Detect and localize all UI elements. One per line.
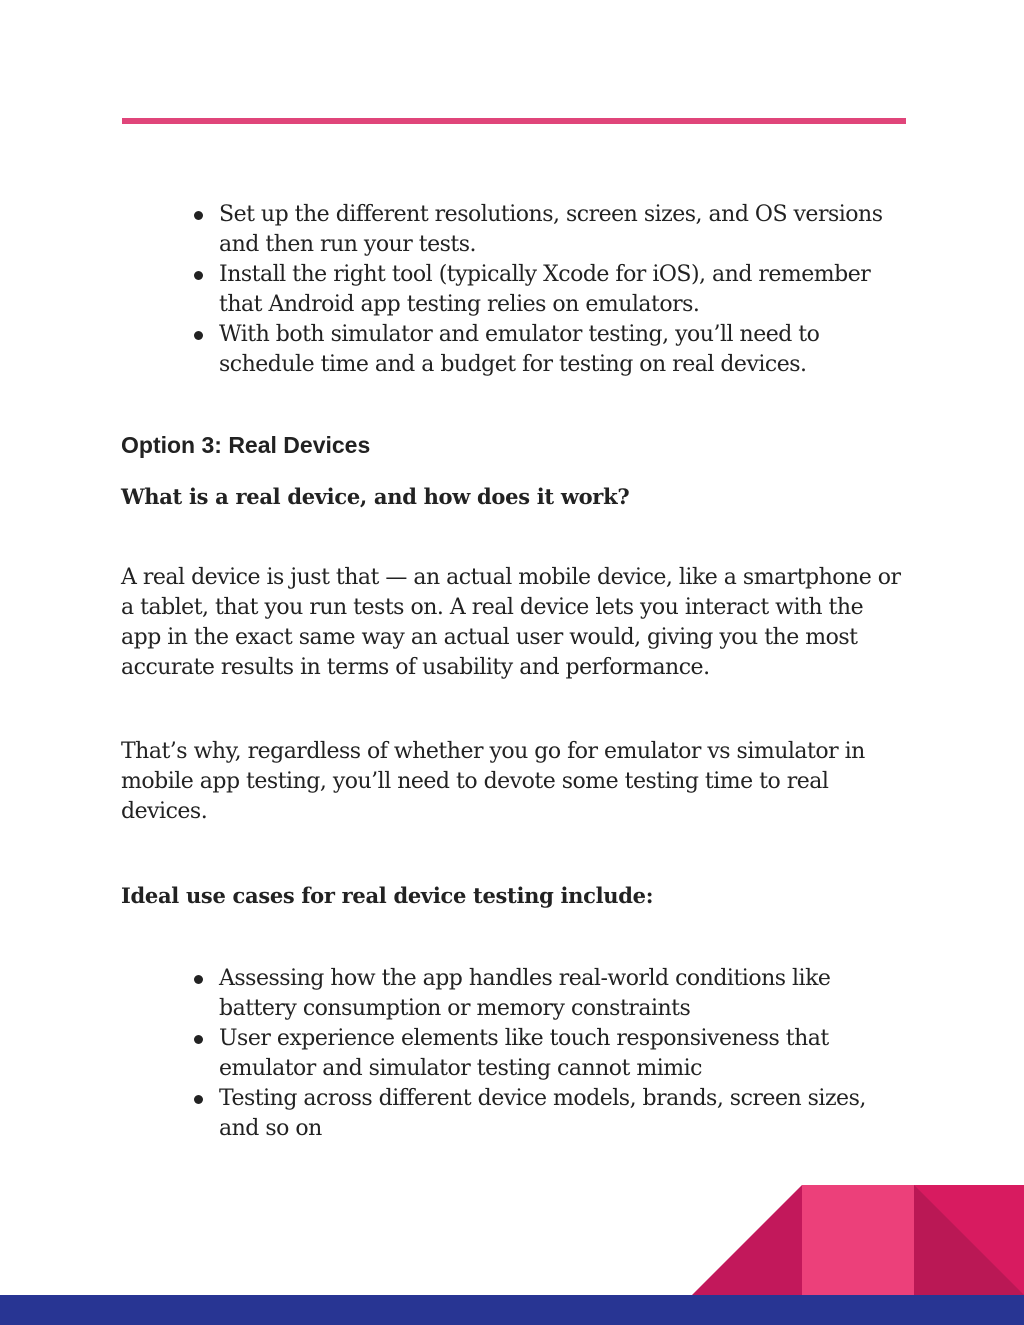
paragraph-why-real-devices: That’s why, regardless of whether you go for emulator vs simulator in mobile app testing, you’ll need to devote some testing time to real devices. xyxy=(121,739,865,824)
deco-square xyxy=(802,1185,914,1295)
list-item: Testing across different device models, brands, screen sizes, and so on xyxy=(219,1084,901,1144)
list-item: Set up the different resolutions, screen sizes, and OS versions and then run your tests. xyxy=(219,200,901,260)
list-item: With both simulator and emulator testing, you’ll need to schedule time and a budget for testing on real devices. xyxy=(219,320,901,380)
list-item: Assessing how the app handles real-world conditions like battery consumption or memory constraints xyxy=(219,964,901,1024)
list-item: Install the right tool (typically Xcode for iOS), and remember that Android app testing relies on emulators. xyxy=(219,260,901,320)
use-cases-heading: Ideal use cases for real device testing include: xyxy=(121,883,654,908)
question-heading: What is a real device, and how does it work? xyxy=(121,484,630,509)
option-heading: Option 3: Real Devices xyxy=(121,432,371,458)
footer-bar xyxy=(0,1295,1024,1325)
paragraph-real-device: A real device is just that — an actual mobile device, like a smartphone or a tablet, that you run tests on. A real device lets you interact with the app in the exact same way an actual user would, giving you the most accurate results in terms of usability and performance. xyxy=(121,565,901,680)
list-item: User experience elements like touch responsiveness that emulator and simulator testing cannot mimic xyxy=(219,1024,901,1084)
deco-triangle-left xyxy=(692,1185,802,1295)
